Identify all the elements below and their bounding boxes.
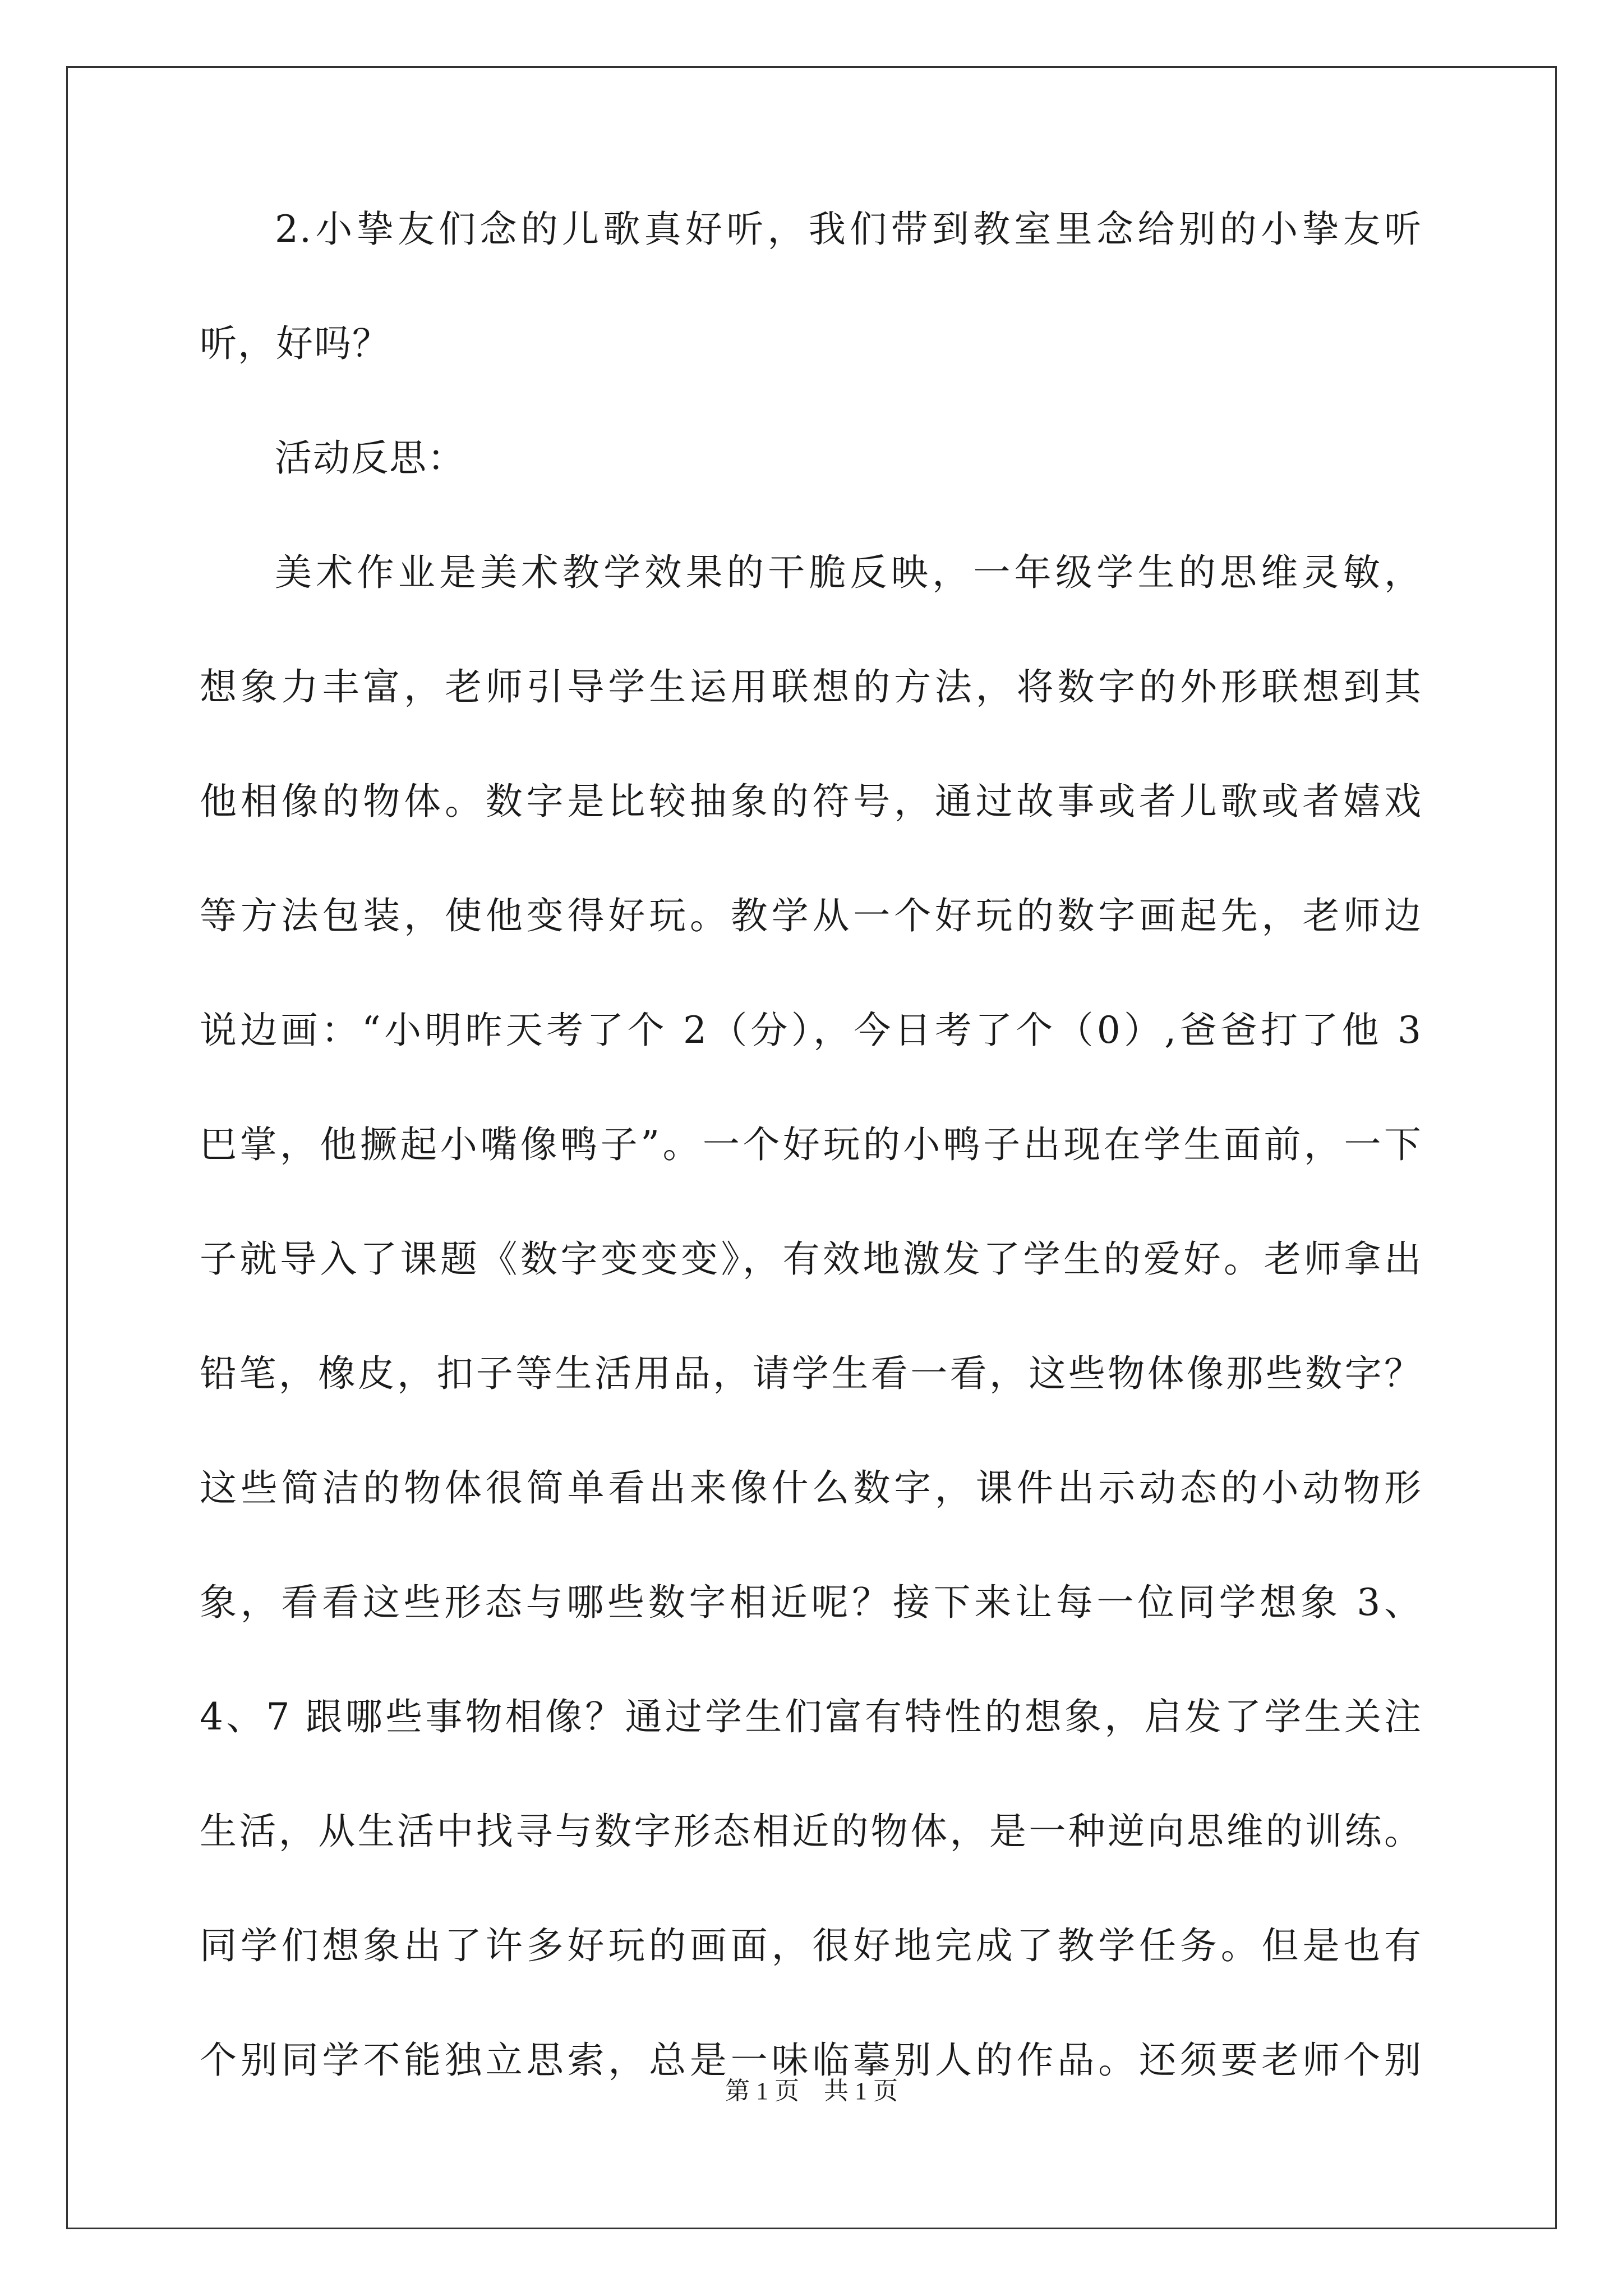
text-line: 想象力丰富，老师引导学生运用联想的方法，将数字的外形联想到其 — [200, 665, 1422, 708]
text-line: 生活，从生活中找寻与数字形态相近的物体，是一种逆向思维的训练。 — [200, 1810, 1422, 1853]
text-line: 活动反思： — [275, 436, 465, 480]
text-line: 美术作业是美术教学效果的干脆反映，一年级学生的思维灵敏， — [275, 551, 1422, 594]
text-line: 2.小挚友们念的儿歌真好听，我们带到教室里念给别的小挚友听 — [275, 208, 1422, 251]
text-line: 他相像的物体。数字是比较抽象的符号，通过故事或者儿歌或者嬉戏 — [200, 780, 1422, 823]
text-line: 同学们想象出了许多好玩的画面，很好地完成了教学任务。但是也有 — [200, 1924, 1422, 1967]
text-line: 象，看看这些形态与哪些数字相近呢？接下来让每一位同学想象 3、 — [200, 1581, 1422, 1624]
text-line: 等方法包装，使他变得好玩。教学从一个好玩的数字画起先，老师边 — [200, 894, 1422, 937]
text-line: 子就导入了课题《数字变变变》，有效地激发了学生的爱好。老师拿出 — [200, 1237, 1422, 1281]
text-line: 这些简洁的物体很简单看出来像什么数字，课件出示动态的小动物形 — [200, 1466, 1422, 1510]
text-line: 4、7 跟哪些事物相像？通过学生们富有特性的想象，启发了学生关注 — [200, 1695, 1422, 1738]
page-number-footer: 第 1 页 共 1 页 — [725, 2077, 898, 2105]
text-line: 听，好吗？ — [200, 322, 390, 365]
text-line: 铅笔，橡皮，扣子等生活用品，请学生看一看，这些物体像那些数字？ — [200, 1352, 1422, 1395]
text-line: 说边画：“小明昨天考了个 2（分），今日考了个（0）,爸爸打了他 3 — [200, 1009, 1422, 1052]
text-line: 巴掌，他撅起小嘴像鸭子”。一个好玩的小鸭子出现在学生面前，一下 — [200, 1123, 1422, 1166]
text-line: 个别同学不能独立思索，总是一味临摹别人的作品。还须要老师个别 — [200, 2039, 1422, 2082]
